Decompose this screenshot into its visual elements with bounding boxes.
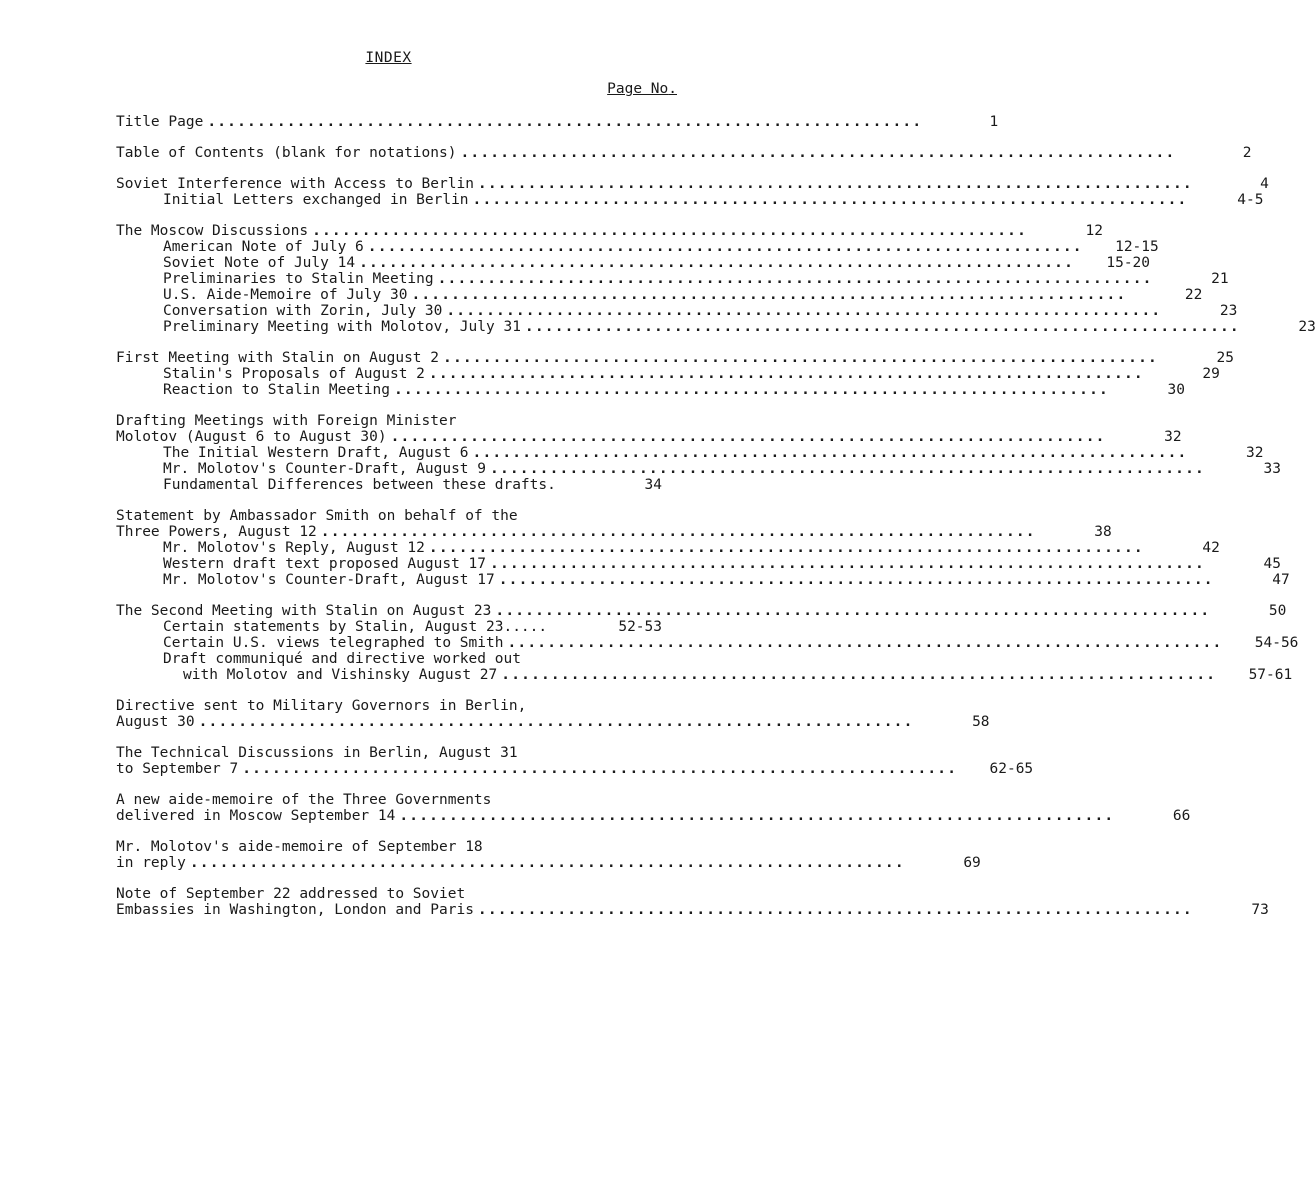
leader-dots: ........................................................................ xyxy=(312,223,1028,239)
leader-dots: ........................................................................ xyxy=(393,382,1109,398)
leader-dots: ........................................................................ xyxy=(367,239,1083,255)
entry-text: Conversation with Zorin, July 30 xyxy=(163,303,443,319)
index-group xyxy=(116,886,1269,918)
index-subentry xyxy=(116,572,1290,588)
leader-dots: ........................................................................ xyxy=(428,366,1144,382)
index-entry xyxy=(116,745,662,761)
index-subentry xyxy=(116,667,1293,683)
leader-dots: ........................................................................ xyxy=(501,667,1217,683)
page-title: INDEX xyxy=(365,50,412,66)
entry-text: Preliminaries to Stalin Meeting xyxy=(163,271,434,287)
entry-text: A new aide-memoire of the Three Governments xyxy=(116,792,492,808)
index-group xyxy=(116,145,1252,161)
page-number-column-header xyxy=(607,81,677,97)
index-subentry xyxy=(116,461,1281,477)
leader-dots: ........................................................................ xyxy=(472,445,1188,461)
leader-dots: ........................................................................ xyxy=(359,255,1075,271)
index-subentry xyxy=(116,192,1264,208)
index-entry xyxy=(116,886,662,902)
index-entry xyxy=(116,508,662,524)
entry-text: Initial Letters exchanged in Berlin xyxy=(163,192,469,208)
entry-page: 4 xyxy=(1260,176,1269,192)
index-entry xyxy=(116,792,662,808)
entry-text: Mr. Molotov's Counter-Draft, August 17 xyxy=(163,572,495,588)
index-entry xyxy=(116,524,1112,540)
entry-page: 29 xyxy=(1202,366,1220,382)
leader-dots: ........................................................................ xyxy=(437,271,1153,287)
entry-page: 2 xyxy=(1242,145,1252,161)
leader-dots: ........................................................................ xyxy=(390,429,1106,445)
index-entry xyxy=(116,761,1034,777)
entry-page: 21 xyxy=(1211,271,1229,287)
leader-dots: ........................................................................ xyxy=(495,603,1211,619)
leader-dots: ........................................................................ xyxy=(411,287,1127,303)
index-group xyxy=(116,223,1316,335)
index-subentry xyxy=(116,556,1281,572)
index-entry xyxy=(116,839,662,855)
entry-page: 62-65 xyxy=(989,761,1034,777)
index-entry xyxy=(116,114,999,130)
entry-page: 23 xyxy=(1298,319,1316,335)
index-subentry xyxy=(116,540,1220,556)
entry-text: Directive sent to Military Governors in Berlin, xyxy=(116,698,527,714)
index-subentry xyxy=(116,319,1316,335)
leader-dots: ........................................................................ xyxy=(524,319,1240,335)
entry-page: 50 xyxy=(1268,603,1287,619)
index-subentry xyxy=(116,366,1220,382)
index-entry xyxy=(116,223,1104,239)
entry-page: 69 xyxy=(963,855,981,871)
leader-dots: ........................................................................ xyxy=(460,145,1176,161)
entry-page: 45 xyxy=(1263,556,1281,572)
leader-dots: ........................................................................ xyxy=(242,761,958,777)
entry-text: Mr. Molotov's Reply, August 12 xyxy=(163,540,425,556)
entry-text: The Moscow Discussions xyxy=(116,223,309,239)
index-entry xyxy=(116,698,662,714)
entry-page: 33 xyxy=(1263,461,1281,477)
entry-page: 54-56 xyxy=(1254,635,1299,651)
leader-dots: ........................................................................ xyxy=(443,350,1158,366)
entry-text: Preliminary Meeting with Molotov, July 31 xyxy=(163,319,521,335)
index-entry xyxy=(116,714,990,730)
entry-page: 52-53 xyxy=(618,619,662,635)
entry-text: Soviet Note of July 14 xyxy=(163,255,356,271)
entry-text: Note of September 22 addressed to Soviet xyxy=(116,886,466,902)
entry-page: 73 xyxy=(1251,902,1269,918)
entry-page: 57-61 xyxy=(1248,667,1293,683)
leader-dots: ........................................................................ xyxy=(490,556,1205,572)
entry-page: 25 xyxy=(1216,350,1234,366)
page-number-column-suffix: . xyxy=(668,81,677,97)
entry-text: Soviet Interference with Access to Berlin xyxy=(116,176,474,192)
leader-dots: ........................................................................ xyxy=(207,114,923,130)
index-group xyxy=(116,176,1269,208)
entry-text: U.S. Aide-Memoire of July 30 xyxy=(163,287,408,303)
entry-page: 66 xyxy=(1172,808,1191,824)
index-subentry xyxy=(116,382,1185,398)
entry-page: 12-15 xyxy=(1115,239,1159,255)
index-entry xyxy=(116,855,981,871)
index-entry xyxy=(116,429,1182,445)
entry-text: The Technical Discussions in Berlin, August 31 xyxy=(116,745,518,761)
index-subentry xyxy=(116,303,1238,319)
index-subentry xyxy=(116,651,662,667)
entry-text: Embassies in Washington, London and Paris xyxy=(116,902,474,918)
entry-page: 22 xyxy=(1184,287,1203,303)
leader-dots: ........................................................................ xyxy=(477,176,1193,192)
entry-page: 58 xyxy=(972,714,990,730)
entry-page: 15-20 xyxy=(1106,255,1151,271)
entry-page: 38 xyxy=(1094,524,1112,540)
index-subentry xyxy=(116,239,1159,255)
leader-dots: ........................................................................ xyxy=(189,855,905,871)
index-subentry xyxy=(116,271,1229,287)
leader-dots: ........................................................................ xyxy=(399,808,1115,824)
leader-dots: ........................................................................ xyxy=(472,192,1188,208)
index-group xyxy=(116,413,1281,493)
entry-text: August 30 xyxy=(116,714,195,730)
entry-page: 30 xyxy=(1167,382,1185,398)
index-list xyxy=(116,114,1316,933)
entry-text: Drafting Meetings with Foreign Minister xyxy=(116,413,457,429)
index-entry xyxy=(116,176,1269,192)
entry-text: First Meeting with Stalin on August 2 xyxy=(116,350,440,366)
index-subentry xyxy=(116,255,1151,271)
entry-text: Western draft text proposed August 17 xyxy=(163,556,487,572)
entry-text: delivered in Moscow September 14 xyxy=(116,808,396,824)
entry-text: with Molotov and Vishinsky August 27 xyxy=(183,667,498,683)
entry-text: Fundamental Differences between these drafts. xyxy=(163,477,556,493)
index-subentry xyxy=(116,619,662,635)
entry-text: Draft communiqué and directive worked out xyxy=(163,651,521,667)
index-entry xyxy=(116,603,1287,619)
page-number-column-label: Page No xyxy=(607,81,669,97)
index-entry xyxy=(116,145,1252,161)
entry-text: American Note of July 6 xyxy=(163,239,364,255)
leader-dots: ........................................................................ xyxy=(490,461,1205,477)
index-group xyxy=(116,839,981,871)
leader-dots: ........................................................................ xyxy=(507,635,1223,651)
entry-text: Table of Contents (blank for notations) xyxy=(116,145,457,161)
index-group xyxy=(116,350,1234,398)
leader-dots: ........................................................................ xyxy=(477,902,1193,918)
entry-page: 32 xyxy=(1246,445,1264,461)
index-subentry xyxy=(116,477,662,493)
index-entry xyxy=(116,808,1191,824)
leader-dots: ........................................................................ xyxy=(428,540,1144,556)
index-group xyxy=(116,698,990,730)
entry-text: Stalin's Proposals of August 2 xyxy=(163,366,425,382)
entry-text: Mr. Molotov's aide-memoire of September 18 xyxy=(116,839,483,855)
entry-page: 42 xyxy=(1202,540,1220,556)
entry-page: 4-5 xyxy=(1237,192,1264,208)
index-subentry xyxy=(116,635,1299,651)
entry-page: 32 xyxy=(1164,429,1182,445)
index-group xyxy=(116,114,999,130)
entry-page: 12 xyxy=(1085,223,1104,239)
leader-dots: ........................................................................ xyxy=(198,714,914,730)
leader-dots: ........................................................................ xyxy=(446,303,1162,319)
entry-text: Certain statements by Stalin, August 23..... xyxy=(163,619,548,635)
leader-dots: ........................................................................ xyxy=(320,524,1036,540)
index-group xyxy=(116,745,1034,777)
index-entry xyxy=(116,902,1269,918)
entry-text: Certain U.S. views telegraphed to Smith xyxy=(163,635,504,651)
leader-dots: ........................................................................ xyxy=(498,572,1214,588)
entry-text: Mr. Molotov's Counter-Draft, August 9 xyxy=(163,461,487,477)
entry-text: Statement by Ambassador Smith on behalf of the xyxy=(116,508,518,524)
entry-text: Three Powers, August 12 xyxy=(116,524,317,540)
index-group xyxy=(116,603,1299,683)
entry-page: 23 xyxy=(1219,303,1238,319)
entry-page: 34 xyxy=(644,477,662,493)
index-group xyxy=(116,508,1290,588)
index-entry xyxy=(116,413,662,429)
entry-page: 47 xyxy=(1272,572,1290,588)
entry-text: Title Page xyxy=(116,114,204,130)
index-group xyxy=(116,792,1191,824)
entry-page: 1 xyxy=(989,114,999,130)
index-entry xyxy=(116,350,1234,366)
entry-text: The Initial Western Draft, August 6 xyxy=(163,445,469,461)
index-subentry xyxy=(116,445,1264,461)
entry-text: The Second Meeting with Stalin on August 23 xyxy=(116,603,492,619)
entry-text: in reply xyxy=(116,855,186,871)
entry-text: to September 7 xyxy=(116,761,239,777)
index-subentry xyxy=(116,287,1203,303)
entry-text: Molotov (August 6 to August 30) xyxy=(116,429,387,445)
entry-text: Reaction to Stalin Meeting xyxy=(163,382,390,398)
